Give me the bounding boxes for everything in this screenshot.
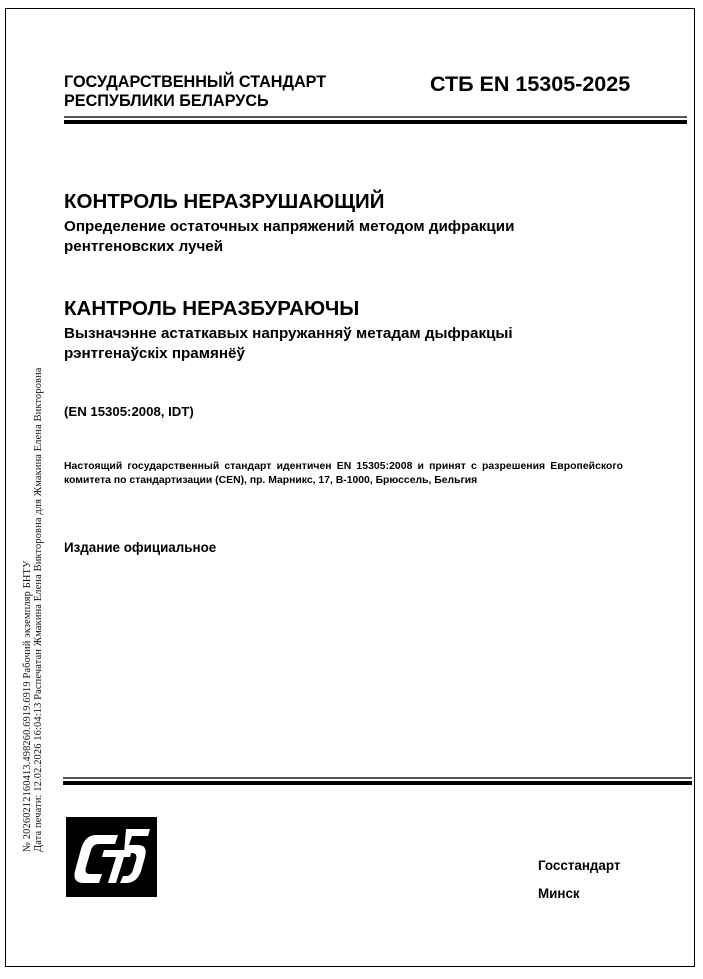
print-watermark-line2: Дата печати: 12.02.2026 16:04:13 Распечатан Жмакина Елена Викторовна для Жмакина Елена Викторовна <box>32 367 44 852</box>
title-block-be <box>64 297 513 363</box>
print-watermark <box>23 367 44 852</box>
title-ru: КОНТРОЛЬ НЕРАЗРУШАЮЩИЙ <box>64 190 385 213</box>
subtitle-be-line2: рэнтгенаўскіх прамянёў <box>64 344 245 362</box>
identical-standard-reference: (EN 15305:2008, IDT) <box>64 404 194 419</box>
print-watermark-line1: № 20260212160413.498260.6919.6919 Рабочий экземпляр БНТУ <box>22 560 33 852</box>
footer-rule-thin <box>63 777 692 779</box>
header-rule-thick <box>64 120 687 124</box>
standard-number: СТБ EN 15305-2025 <box>430 72 631 96</box>
title-be: КАНТРОЛЬ НЕРАЗБУРАЮЧЫ <box>64 297 360 320</box>
subtitle-ru-line1: Определение остаточных напряжений методом дифракции <box>64 218 515 235</box>
header-rule-thin <box>64 116 687 118</box>
adoption-notice-line1: Настоящий государственный стандарт идентичен EN 15305:2008 и принят с разрешения Европейского <box>64 461 624 472</box>
adoption-notice <box>64 460 627 487</box>
title-block-ru <box>64 190 514 256</box>
stb-logo-icon <box>66 817 157 897</box>
header-issuer <box>64 73 326 111</box>
subtitle-ru-line2: рентгеновских лучей <box>64 237 224 255</box>
official-edition-label: Издание официальное <box>64 540 217 555</box>
header-issuer-line1: ГОСУДАРСТВЕННЫЙ СТАНДАРТ <box>64 73 327 91</box>
header-issuer-line2: РЕСПУБЛИКИ БЕЛАРУСЬ <box>64 92 269 110</box>
publisher-city: Минск <box>538 886 580 901</box>
publisher-name: Госстандарт <box>538 858 621 873</box>
subtitle-be-line1: Вызначэнне астаткавых напружанняў метадам дыфракцыі <box>64 325 513 342</box>
adoption-notice-line2: комитета по стандартизации (CEN), пр. Марникс, 17, B-1000, Брюссель, Бельгия <box>64 474 478 486</box>
footer-rule-thick <box>63 781 692 785</box>
